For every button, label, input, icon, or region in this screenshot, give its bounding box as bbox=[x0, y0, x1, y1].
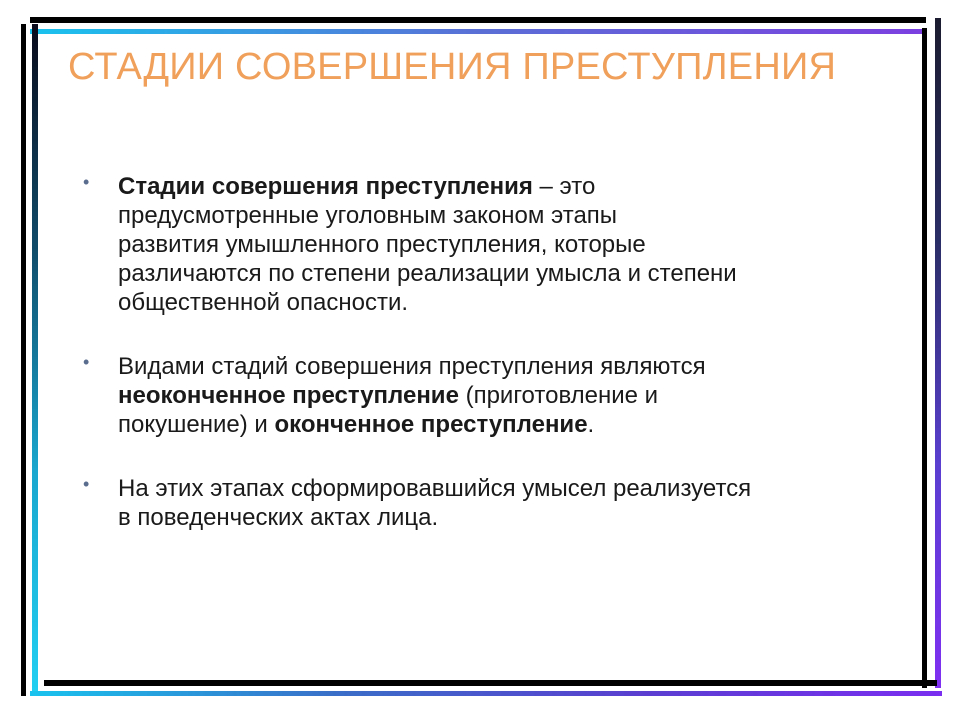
bullet-line: развития умышленного преступления, которые bbox=[118, 231, 646, 258]
line-text: . bbox=[587, 411, 595, 438]
bullet-line bbox=[118, 381, 880, 410]
bullet-line: Видами стадий совершения преступления являются bbox=[118, 353, 706, 380]
frame-left-black-bar bbox=[21, 24, 26, 696]
frame-bottom-gradient-bar bbox=[30, 691, 942, 696]
bullet-item-definition bbox=[80, 172, 880, 317]
bullet-line: различаются по степени реализации умысла и степени bbox=[118, 260, 737, 287]
bullet-line: общественной опасности. bbox=[118, 289, 409, 316]
frame-bottom-black-bar bbox=[44, 680, 937, 686]
bullet-line bbox=[118, 172, 880, 201]
bold-term: Стадии совершения преступления bbox=[118, 173, 533, 200]
bold-term: оконченное преступление bbox=[274, 411, 588, 438]
bullet-line: предусмотренные уголовным законом этапы bbox=[118, 202, 618, 229]
frame-right-black-bar bbox=[922, 28, 927, 688]
frame-top-black-bar bbox=[30, 17, 926, 23]
line-text: покушение) и bbox=[118, 411, 275, 438]
bold-term: неоконченное преступление bbox=[118, 382, 459, 409]
bullet-item-intent bbox=[80, 474, 880, 532]
frame-left-gradient-bar bbox=[32, 24, 38, 696]
line-text: – это bbox=[532, 173, 596, 200]
frame-top-gradient-bar bbox=[30, 29, 926, 34]
bullet-list bbox=[80, 172, 880, 532]
slide-title: СТАДИИ СОВЕРШЕНИЯ ПРЕСТУПЛЕНИЯ bbox=[68, 46, 837, 88]
bullet-line: в поведенческих актах лица. bbox=[118, 504, 439, 531]
bullet-marker: • bbox=[83, 474, 90, 494]
bullet-marker: • bbox=[83, 352, 90, 372]
line-text: (приготовление и bbox=[458, 382, 659, 409]
bullet-marker: • bbox=[83, 172, 90, 192]
bullet-line: На этих этапах сформировавшийся умысел реализуется bbox=[118, 475, 752, 502]
bullet-item-types bbox=[80, 352, 880, 439]
bullet-line bbox=[118, 410, 880, 439]
frame-right-gradient-bar bbox=[935, 18, 941, 688]
